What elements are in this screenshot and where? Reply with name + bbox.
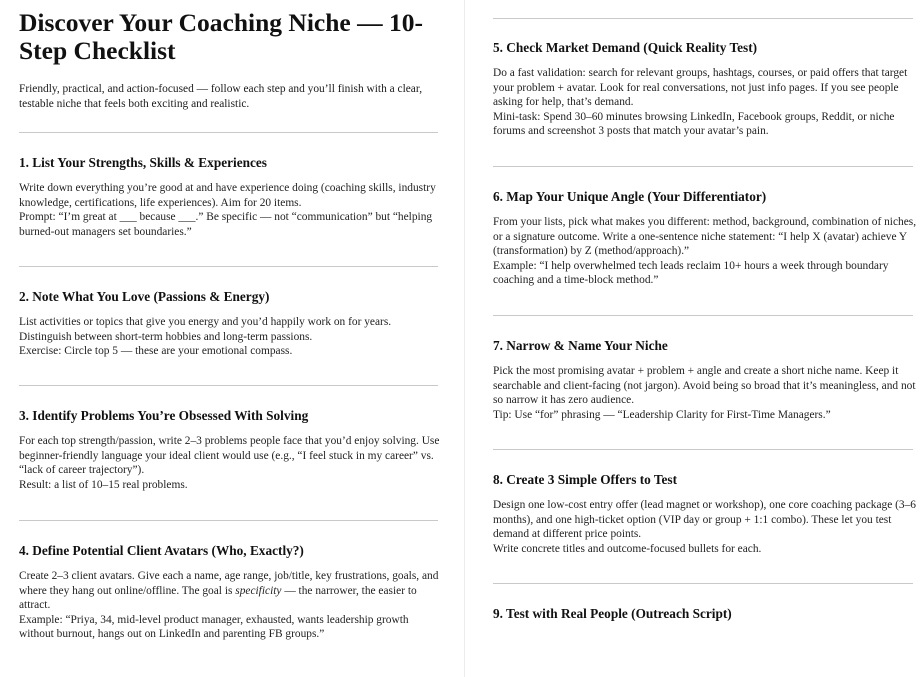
step-description: From your lists, pick what makes you different: method, background, combination of niches, or a signature outcome. Write a one-sentence niche statement: “I help X (avatar) achieve Y (transformation) by Z (method/approach).” bbox=[493, 216, 917, 258]
divider bbox=[19, 266, 438, 267]
step-body bbox=[493, 498, 923, 556]
step-description: Create 2–3 client avatars. Give each a name, age range, job/title, key frustrations, goals, and where they hang out online/offline. The goal is specificity — the narrower, the easier to attract. bbox=[19, 570, 439, 612]
step-body bbox=[493, 66, 923, 139]
divider bbox=[19, 385, 438, 386]
step-description: Do a fast validation: search for relevant groups, hashtags, courses, or paid offers that target your problem + avatar. Look for real conversations, not just info pages. If you see people asking for help, that’s demand. bbox=[493, 67, 908, 109]
step-body bbox=[493, 364, 923, 422]
step-1 bbox=[19, 155, 444, 239]
step-title: 9. Test with Real People (Outreach Script) bbox=[493, 606, 732, 621]
step-4 bbox=[19, 543, 444, 642]
step-5 bbox=[493, 40, 923, 139]
divider bbox=[19, 520, 438, 521]
step-tip: Tip: Use “for” phrasing — “Leadership Clarity for First-Time Managers.” bbox=[493, 408, 831, 421]
step-3 bbox=[19, 408, 444, 492]
divider bbox=[493, 18, 913, 19]
step-title: 1. List Your Strengths, Skills & Experiences bbox=[19, 155, 267, 170]
step-2 bbox=[19, 289, 444, 359]
step-description: Write down everything you’re good at and have experience doing (coaching skills, industry knowledge, certifications, life experiences). Aim for 20 items. bbox=[19, 182, 436, 209]
step-body bbox=[19, 181, 444, 239]
step-body bbox=[19, 569, 444, 642]
step-6 bbox=[493, 189, 923, 288]
divider bbox=[19, 132, 438, 133]
divider bbox=[493, 166, 913, 167]
step-description: For each top strength/passion, write 2–3 problems people face that you’d enjoy solving. Use beginner-friendly language your ideal client would use (e.g., “I feel stuck in my career” vs. “lack of career trajectory”). bbox=[19, 435, 440, 477]
step-description: Design one low-cost entry offer (lead magnet or workshop), one core coaching package (3–6 months), and one high-ticket option (VIP day or group + 1:1 combo). These let you test demand at different price points. bbox=[493, 499, 916, 541]
step-title: 5. Check Market Demand (Quick Reality Test) bbox=[493, 40, 758, 55]
step-title: 8. Create 3 Simple Offers to Test bbox=[493, 472, 678, 487]
intro-paragraph: Friendly, practical, and action-focused — follow each step and you’ll finish with a clear, testable niche that feels both exciting and realistic. bbox=[19, 83, 423, 110]
divider bbox=[493, 449, 913, 450]
divider bbox=[493, 315, 913, 316]
step-title: 4. Define Potential Client Avatars (Who, Exactly?) bbox=[19, 543, 304, 558]
divider bbox=[493, 583, 913, 584]
step-title: 7. Narrow & Name Your Niche bbox=[493, 338, 668, 353]
right-column bbox=[466, 0, 924, 664]
step-example: Example: “I help overwhelmed tech leads reclaim 10+ hours a week through boundary coaching and a time-block method.” bbox=[493, 259, 889, 287]
step-7 bbox=[493, 338, 923, 422]
step-body bbox=[493, 215, 923, 288]
step-title: 6. Map Your Unique Angle (Your Differentiator) bbox=[493, 189, 767, 204]
step-body bbox=[19, 315, 444, 359]
step-9 bbox=[493, 606, 923, 622]
step-note: Write concrete titles and outcome-focused bullets for each. bbox=[493, 542, 762, 555]
step-title: 3. Identify Problems You’re Obsessed With Solving bbox=[19, 408, 309, 423]
step-prompt: Prompt: “I’m great at ___ because ___.” Be specific — not “communication” but “helping burned-out managers set boundaries.” bbox=[19, 211, 433, 238]
step-exercise: Exercise: Circle top 5 — these are your emotional compass. bbox=[19, 345, 293, 358]
page-title: Discover Your Coaching Niche — 10-Step Checklist bbox=[19, 8, 423, 65]
step-example: Example: “Priya, 34, mid-level product manager, exhausted, wants leadership growth without burnout, hangs out on LinkedIn and parenting FB groups.” bbox=[19, 613, 409, 641]
step-result: Result: a list of 10–15 real problems. bbox=[19, 478, 188, 491]
step-body bbox=[19, 434, 444, 492]
step-8 bbox=[493, 472, 923, 556]
step-description: Pick the most promising avatar + problem + angle and create a short niche name. Keep it searchable and client-facing (not jargon). Avoid being so broad that it’s meaningless, and not so narrow it has zero audience. bbox=[493, 365, 916, 407]
step-description: List activities or topics that give you energy and you’d happily work on for years. Distinguish between short-term hobbies and long-term passions. bbox=[19, 316, 392, 343]
step-title: 2. Note What You Love (Passions & Energy) bbox=[19, 289, 270, 304]
emphasis-text: specificity bbox=[235, 584, 282, 597]
step-mini-task: Mini-task: Spend 30–60 minutes browsing LinkedIn, Facebook groups, Reddit, or niche forums and screenshot 3 posts that match your avatar’s pain. bbox=[493, 110, 895, 138]
